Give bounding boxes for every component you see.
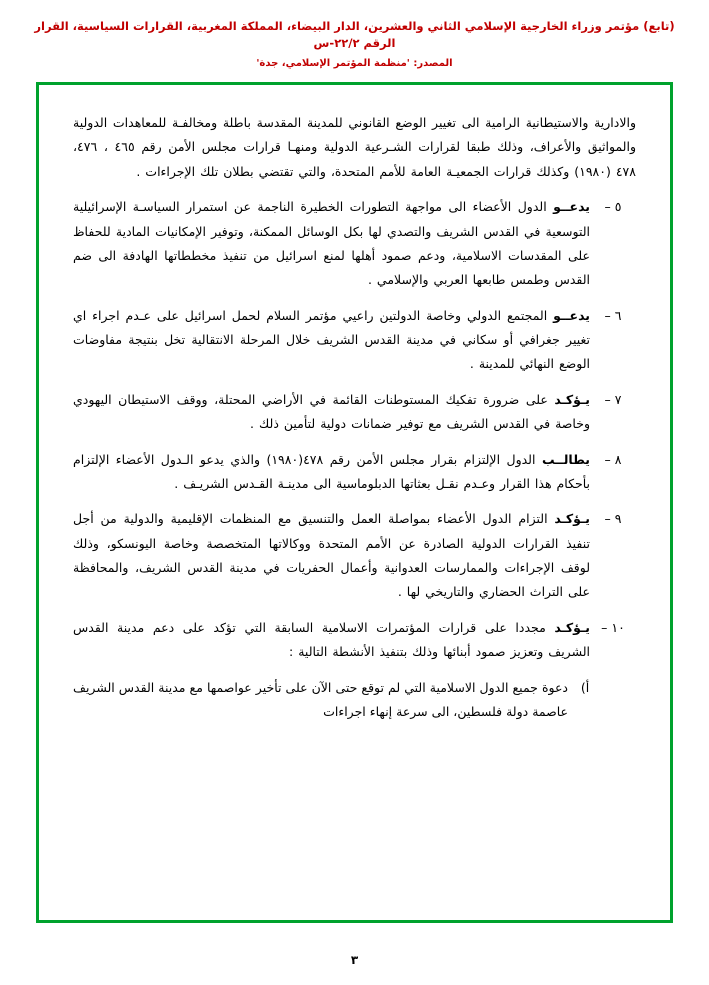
clause-text [73, 448, 590, 497]
clause-lead-word: يدعــو [553, 199, 590, 215]
clause-8 [73, 448, 636, 497]
clause-10-subitem-a [73, 676, 636, 725]
paragraph-continuation [73, 111, 636, 184]
subitem-text: دعوة جميع الدول الاسلامية التي لم توقع حتى الآن على تأخير عواصمها مع مدينة القدس الشريف عاصمة دولة فلسطين، الى سرعة إنهاء اجراءات [73, 679, 568, 719]
clause-text [73, 388, 590, 437]
clause-lead-word: يدعــو [553, 307, 590, 323]
clause-9 [73, 507, 636, 605]
clause-marker: ٧ – [604, 391, 622, 407]
paragraph-text: والادارية والاستيطانية الرامية الى تغيير الوضع القانوني للمدينة المقدسة باطلة ومخالفـة للمعاهدات الدولية والمواثيق والأعراف، وذلك طبقا لقرارات الشـرعية الدولية ومنهـا قرارات مجلس الأمن رقم ٤٦٥ ، ٤٧٦، ٤٧٨ (١٩٨٠) وكذلك قرارات الجمعيـة العامة للأمم المتحدة، والتي تقتضي بطلان تلك الإجراءات . [73, 115, 637, 179]
header-source-line: المصدر: 'منظمة المؤتمر الإسلامي، جدة' [256, 57, 453, 69]
clause-marker: ٦ – [604, 307, 622, 323]
clause-marker: ١٠ – [601, 619, 625, 635]
clause-marker: ٩ – [604, 511, 622, 527]
clause-marker: ٨ – [604, 451, 622, 467]
page-header [0, 0, 709, 72]
clause-body-text: التزام الدول الأعضاء بمواصلة العمل والتنسيق مع المنظمات الإقليمية والدولية من أجل تنفيذ القرارات الدولية الصادرة عن الأمم المتحدة ووكالاتها المتخصصة وخاصة اليونسكو، وذلك لوقف الإجراءات والممارسات العدوانية وأعمال الحفريات في مدينة القدس الشريف، والمحافظة على التراث الحضاري والتاريخي لها . [73, 511, 590, 600]
clause-lead-word: يطالــب [541, 451, 590, 467]
clause-5 [73, 195, 636, 293]
clause-7 [73, 388, 636, 437]
clause-6 [73, 304, 636, 377]
clause-body-text: المجتمع الدولي وخاصة الدولتين راعيي مؤتمر السلام لحمل اسرائيل على عـدم اجراء اي تغيير جغرافي أو سكاني في مدينة القدس الشريف خلال المرحلة الانتقالية تخل بنتيجة مفاوضات الوضع النهائي للمدينة . [73, 307, 590, 372]
clause-lead-word: يـؤكـد [554, 511, 590, 527]
header-title-line1: (تابع) مؤتمر وزراء الخارجية الإسلامي الثاني والعشرين، الدار البيضاء، المملكة المغربية، القرارات السياسية، القرار الرقم ٢٢/٢-س [34, 19, 675, 51]
page-number: ٣ [350, 953, 359, 967]
clause-text [73, 304, 590, 377]
clause-10 [73, 616, 636, 665]
content-body [39, 85, 670, 920]
clause-body-text: الدول الأعضاء الى مواجهة التطورات الخطيرة الناجمة عن استمرار السياسـة الإسرائيلية التوسعية في القدس الشريف والتصدي لها بكل الوسائل الممكنة، وتوفير الإمكانيات المادية للحفاظ على المقدسات الاسلامية، ودعم صمود أهلها لمنع اسرائيل من تنفيذ مخططاتها الهادفة الى ضم القدس وطمس طابعها العربي والإسلامي . [73, 199, 590, 288]
clause-text [73, 507, 590, 605]
clause-text [73, 195, 590, 293]
subitem-marker: أ) [580, 679, 590, 695]
clause-body-text: على ضرورة تفكيك المستوطنات القائمة في الأراضي المحتلة، ووقف الاستيطان اليهودي وخاصة في القدس الشريف مع توفير ضمانات دولية لتأمين ذلك . [73, 391, 590, 432]
clause-text [73, 616, 590, 665]
content-frame [36, 82, 673, 923]
clause-body-text: الدول الإلتزام بقرار مجلس الأمن رقم ٤٧٨(١٩٨٠) والذي يدعو الـدول الأعضاء الإلتزام بأحكام هذا القرار وعـدم نقـل بعثاتها الدبلوماسية الى مدينـة القـدس الشريـف . [73, 451, 590, 491]
clause-lead-word: يـؤكـد [554, 619, 590, 635]
clause-body-text: مجددا على قرارات المؤتمرات الاسلامية السابقة التي تؤكد على دعم مدينة القدس الشريف وتعزيز صمود أبنائها وذلك بتنفيذ الأنشطة التالية : [73, 619, 590, 660]
clause-lead-word: يـؤكـد [554, 391, 590, 407]
clause-marker: ٥ – [604, 199, 622, 215]
